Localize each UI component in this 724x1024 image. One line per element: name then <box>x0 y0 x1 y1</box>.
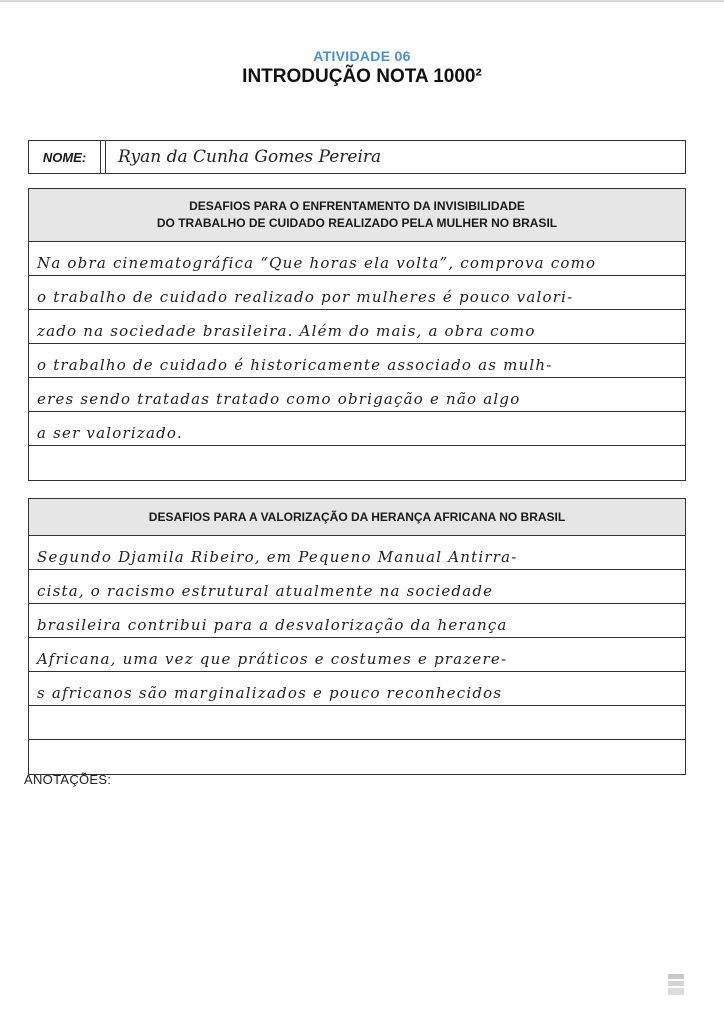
writing-line[interactable] <box>29 706 685 740</box>
writing-line[interactable]: a ser valorizado. <box>29 412 685 446</box>
section-invisibilidade <box>28 188 686 481</box>
notes-label: ANOTAÇÕES: <box>24 772 112 787</box>
writing-line[interactable]: Na obra cinematográfica “Que horas ela volta”, comprova como <box>29 242 685 276</box>
writing-line[interactable]: zado na sociedade brasileira. Além do mais, a obra como <box>29 310 685 344</box>
writing-line[interactable] <box>29 740 685 774</box>
writing-line[interactable]: eres sendo tratadas tratado como obrigação e não algo <box>29 378 685 412</box>
section-title-line1: DESAFIOS PARA O ENFRENTAMENTO DA INVISIBILIDADE <box>189 199 525 213</box>
writing-line[interactable]: Segundo Djamila Ribeiro, em Pequeno Manual Antirra- <box>29 536 685 570</box>
writing-line[interactable] <box>29 446 685 480</box>
writing-line[interactable]: s africanos são marginalizados e pouco reconhecidos <box>29 672 685 706</box>
section-title: DESAFIOS PARA A VALORIZAÇÃO DA HERANÇA AFRICANA NO BRASIL <box>148 509 566 524</box>
page-title: INTRODUÇÃO NOTA 1000² <box>242 66 482 87</box>
activity-label: ATIVIDADE 06 <box>313 48 411 64</box>
name-field[interactable]: Ryan da Cunha Gomes Pereira <box>105 141 680 173</box>
writing-line[interactable]: o trabalho de cuidado realizado por mulheres é pouco valori- <box>29 276 685 310</box>
writing-line[interactable]: brasileira contribui para a desvalorização da herança <box>29 604 685 638</box>
writing-line[interactable]: Africana, uma vez que práticos e costumes e prazere- <box>29 638 685 672</box>
name-row <box>28 140 686 174</box>
section-title-line2: DO TRABALHO DE CUIDADO REALIZADO PELA MULHER NO BRASIL <box>156 216 558 230</box>
section-header <box>29 189 685 242</box>
section-heranca-africana <box>28 498 686 775</box>
page-top-rule <box>0 0 724 2</box>
writing-line[interactable]: cista, o racismo estrutural atualmente na sociedade <box>29 570 685 604</box>
name-label: NOME: <box>29 141 101 173</box>
logo-mark-icon <box>664 972 688 998</box>
section-header <box>29 499 685 536</box>
writing-line[interactable]: o trabalho de cuidado é historicamente associado as mulh- <box>29 344 685 378</box>
